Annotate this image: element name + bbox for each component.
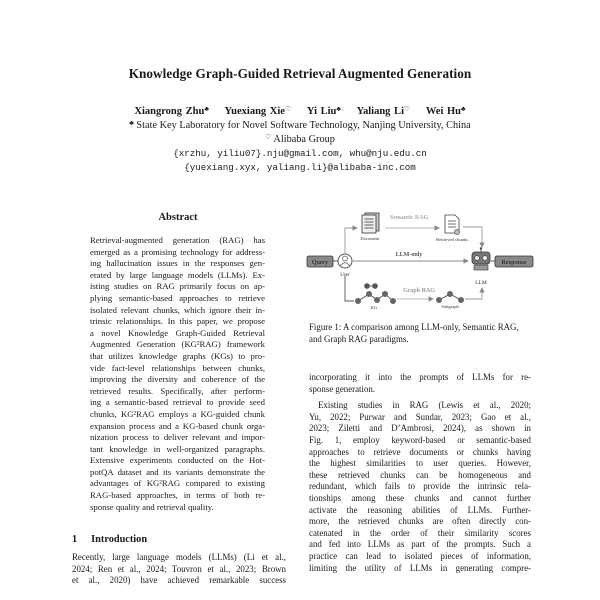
- svg-text:LLM: LLM: [475, 280, 487, 286]
- abstract-line: sponse quality and retrieval quality.: [90, 501, 214, 512]
- abstract-line: that utilizes knowledge graphs (KGs) to pro-: [90, 350, 265, 361]
- abstract-line: retrieved results. Specifically, after perform-: [90, 385, 265, 396]
- query-box: [307, 256, 338, 267]
- affiliation: [0, 119, 600, 131]
- body-line: approaches to retrieve documents or chunks having: [309, 446, 531, 457]
- abstract-line: improving the diversity and coherence of the: [90, 374, 265, 385]
- abstract-line: isolated relevant chunks, which ignore their in-: [90, 304, 265, 315]
- body-line: tionships among these chunks and cannot further: [309, 492, 531, 503]
- body-line: and fed into LLMs as part of the prompts. Such a: [309, 539, 531, 550]
- abstract-line: advantages of KG²RAG compared to existing: [90, 478, 265, 489]
- author-name: Yuexiang Xie: [224, 106, 285, 117]
- body-line: 2023; Ziletti and D’Ambrosi, 2024), as shown in: [309, 423, 531, 434]
- affiliation-mark: ♣: [336, 105, 341, 113]
- body-line: activate the reasoning abilities of LLMs. Further-: [309, 504, 531, 515]
- svg-text:Subgraph: Subgraph: [441, 304, 459, 309]
- abstract-line: emerged as a promising technology for address-: [90, 246, 265, 257]
- author: [134, 106, 209, 117]
- body-line: these retrieved chunks can be homogeneous and: [309, 469, 531, 480]
- affiliation-text: State Key Laboratory for Novel Software Technology, Nanjing University, China: [136, 120, 471, 131]
- retrieved-chunks-icon: [436, 215, 468, 242]
- abstract-line: tant knowledge in well-organized paragraphs.: [90, 443, 265, 454]
- svg-text:Retrieved chunks: Retrieved chunks: [435, 237, 469, 242]
- right-column-body: [309, 372, 531, 574]
- body-line: incorporating it into the prompts of LLMs for re-: [309, 372, 531, 382]
- body-line: Yu, 2022; Purwar and Sundar, 2023; Gao et al.,: [309, 411, 531, 422]
- affiliation-mark: ♣: [204, 105, 209, 113]
- author-name: Wei Hu: [425, 106, 462, 117]
- kg-graph-icon: [355, 283, 396, 310]
- svg-text:Document: Document: [360, 236, 380, 241]
- page-bottom-edge: [0, 588, 600, 600]
- intro-line: et al., 2020) have achieved remarkable success: [72, 575, 286, 586]
- body-line: Fig. 1, employ keyword-based or semantic-based: [309, 434, 531, 445]
- affiliation-mark: ♡: [403, 105, 411, 113]
- abstract-line: Augmented Generation (KG²RAG) framework: [90, 339, 265, 350]
- abstract-line: chunks, KG²RAG employs a KG-guided chunk: [90, 408, 265, 419]
- body-line: practice can lead to isolated pieces of information,: [309, 550, 531, 561]
- abstract-line: erated by large language models (LLMs). Ex-: [90, 269, 265, 280]
- section-title: Introduction: [91, 534, 148, 545]
- svg-text:User: User: [340, 273, 350, 278]
- svg-text:KG: KG: [370, 305, 378, 310]
- abstract-line: RAG-based approaches, in terms of both re-: [90, 490, 265, 501]
- figure-1-diagram: [305, 205, 537, 310]
- body-line: more, the retrieved chunks are often directly con-: [309, 516, 531, 527]
- body-line: catenated in the order of their similarity scores: [309, 527, 531, 538]
- email-line: {yuexiang.xyx, yaliang.li}@alibaba-inc.com: [184, 162, 416, 173]
- intro-line: Recently, large language models (LLMs) (Li et al.,: [72, 552, 286, 562]
- body-line: redundant, which fails to provide the intrinsic rela-: [309, 481, 531, 492]
- abstract-line: Retrieval-augmented generation (RAG) has: [90, 235, 265, 245]
- affiliation-text: Alibaba Group: [273, 134, 335, 145]
- affiliation-mark: ♣: [129, 119, 134, 127]
- author-name: Xiangrong Zhu: [134, 106, 205, 117]
- abstract-heading: Abstract: [158, 212, 198, 223]
- author-name: Yi Liu: [306, 106, 337, 117]
- svg-text:Semantic RAG: Semantic RAG: [389, 215, 429, 221]
- author: [225, 106, 292, 117]
- body-line: the highest similarities to user queries. However,: [309, 458, 531, 469]
- abstract-line: trinsic relationships. In this paper, we propose: [90, 316, 265, 327]
- user-icon: [338, 254, 352, 278]
- abstract-line: plying semantic-based approaches to retrieve: [90, 292, 265, 303]
- abstract-line: expansion process and a KG-based chunk orga-: [90, 420, 265, 431]
- svg-text:Graph RAG: Graph RAG: [403, 288, 435, 294]
- abstract-line: vide fact-level relationships between chunks,: [90, 362, 265, 373]
- author-list: [0, 105, 600, 117]
- abstract-line: isting studies on RAG primarily focus on ap-: [90, 281, 265, 292]
- body-line: Existing studies in RAG (Lewis et al., 2020;: [318, 400, 531, 411]
- abstract-line: nization process to deliver relevant and impor-: [90, 432, 265, 443]
- intro-line: 2024; Ren et al., 2024; Touvron et al., 2023; Brown: [72, 563, 286, 574]
- abstract-body: [90, 235, 265, 513]
- affiliation: [0, 133, 600, 145]
- abstract-line: ing a semantic-based retrieval to provide seed: [90, 397, 265, 408]
- svg-text:LLM-only: LLM-only: [395, 252, 423, 258]
- response-box: [491, 256, 533, 267]
- abstract-line: a novel Knowledge Graph-Guided Retrieval: [90, 327, 265, 338]
- email-line: {xrzhu, yiliu07}.nju@gmail.com, whu@nju.edu.cn: [173, 148, 427, 159]
- section-heading-introduction: [72, 534, 147, 545]
- document-icon: [360, 213, 380, 241]
- body-line: sponse generation.: [309, 383, 376, 394]
- abstract-line: Extensive experiments conducted on the Hot-: [90, 455, 265, 466]
- author: [357, 106, 411, 117]
- affiliation-mark: ♣: [461, 105, 466, 113]
- author: [426, 106, 466, 117]
- abstract-line: potQA dataset and its variants demonstrate the: [90, 466, 265, 477]
- affiliation-mark: ♡: [284, 105, 292, 113]
- abstract-line: ing hallucination issues in the responses gen-: [90, 258, 265, 269]
- introduction-body: [72, 552, 286, 587]
- section-number: 1: [72, 534, 78, 545]
- paper-title: Knowledge Graph-Guided Retrieval Augmented Generation: [128, 66, 472, 81]
- svg-text:Response: Response: [501, 259, 527, 266]
- figure-caption: Figure 1: A comparison among LLM-only, Semantic RAG, and Graph RAG paradigms.: [309, 322, 519, 344]
- author: [307, 106, 341, 117]
- author-name: Yaliang Li: [356, 106, 404, 117]
- svg-text:Query: Query: [311, 259, 329, 266]
- llm-robot-icon: [472, 247, 490, 286]
- subgraph-icon: [436, 291, 464, 309]
- affiliation-mark: ♡: [265, 133, 272, 141]
- body-line: limiting the utility of LLMs in generating compre-: [309, 562, 531, 573]
